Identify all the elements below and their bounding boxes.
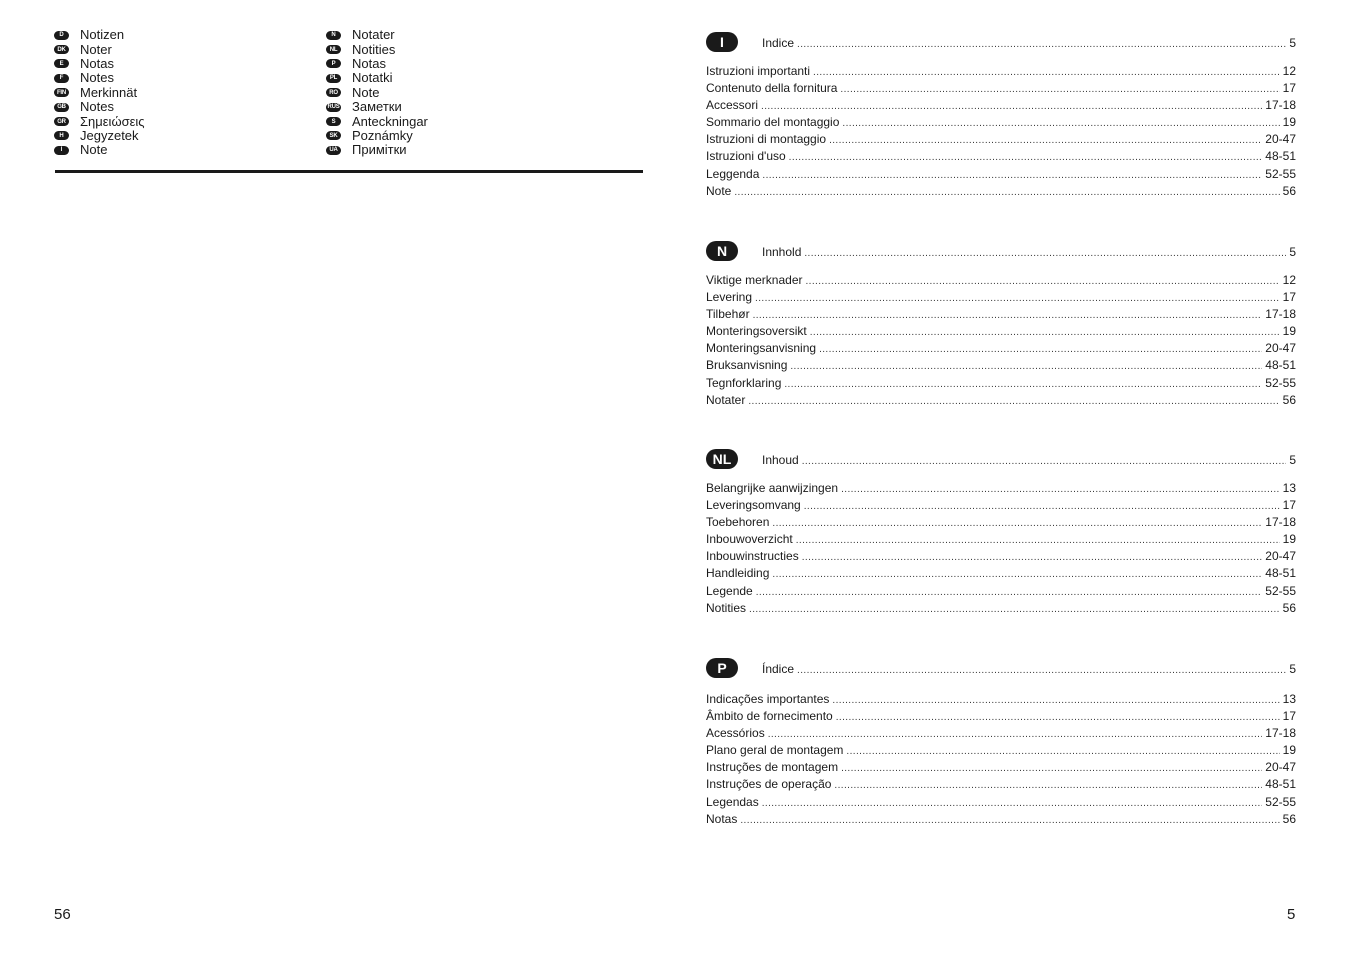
toc-page-number: 52-55 xyxy=(1265,583,1296,598)
toc-heading-label: Innhold xyxy=(762,245,802,259)
toc-page-number: 56 xyxy=(1282,811,1296,826)
notes-label: Jegyzetek xyxy=(80,127,139,143)
toc-page-number: 52-55 xyxy=(1265,166,1296,181)
dot-leader xyxy=(755,292,1280,306)
notes-language-row xyxy=(326,71,586,85)
dot-leader xyxy=(784,378,1262,392)
dot-leader xyxy=(834,779,1262,793)
toc-page-number: 19 xyxy=(1282,532,1296,547)
toc-page-number: 48-51 xyxy=(1265,358,1296,373)
notes-label: Anteckningar xyxy=(352,113,428,129)
toc-heading-label: Indice xyxy=(762,36,795,50)
notes-label: Заметки xyxy=(352,99,402,115)
toc-entry-label: Istruzioni d'uso xyxy=(706,149,786,164)
toc-page-number: 48-51 xyxy=(1265,566,1296,581)
language-badge: NL xyxy=(706,449,738,469)
toc-page-number: 52-55 xyxy=(1265,375,1296,390)
notes-language-row xyxy=(326,42,586,56)
toc-heading-label: Inhoud xyxy=(762,453,799,467)
dot-leader xyxy=(772,568,1262,582)
dot-leader xyxy=(804,500,1280,514)
toc-heading-line xyxy=(762,245,1296,259)
toc-entry-label: Indicações importantes xyxy=(706,692,830,706)
dot-leader xyxy=(797,38,1286,52)
toc-entry xyxy=(706,566,1296,580)
toc-entries xyxy=(706,692,1296,829)
dot-leader xyxy=(832,694,1279,708)
toc-entry-label: Sommario del montaggio xyxy=(706,115,840,130)
notes-label: Notater xyxy=(352,27,395,43)
toc-entry xyxy=(706,777,1296,791)
toc-entry-label: Toebehoren xyxy=(706,515,770,530)
toc-entry xyxy=(706,115,1296,129)
dot-leader xyxy=(790,360,1262,374)
toc-entry-label: Tilbehør xyxy=(706,307,750,322)
dot-leader xyxy=(846,745,1279,759)
notes-language-row xyxy=(326,129,586,143)
notes-label: Примітки xyxy=(352,142,407,158)
toc-entry xyxy=(706,692,1296,706)
dot-leader xyxy=(819,343,1262,357)
notes-label: Notas xyxy=(352,55,386,71)
toc-page-number: 17-18 xyxy=(1265,515,1296,530)
toc-entry xyxy=(706,743,1296,757)
toc-entry xyxy=(706,290,1296,304)
notes-language-row xyxy=(326,57,586,71)
toc-entry xyxy=(706,498,1296,512)
language-code-badge: GB xyxy=(54,103,69,112)
notes-language-row xyxy=(54,129,314,143)
toc-entry-label: Istruzioni importanti xyxy=(706,64,811,78)
toc-section-header xyxy=(706,32,1296,54)
toc-page-number: 17 xyxy=(1282,290,1296,305)
toc-page-number: 17 xyxy=(1282,81,1296,96)
language-code-badge: GR xyxy=(54,117,69,126)
toc-entry-label: Bruksanvisning xyxy=(706,358,788,373)
language-code-badge: DK xyxy=(54,45,69,54)
right-page xyxy=(675,0,1351,954)
notes-language-row xyxy=(326,114,586,128)
dot-leader xyxy=(806,275,1280,289)
toc-entry-label: Levering xyxy=(706,290,753,305)
language-badge: N xyxy=(706,241,738,261)
toc-entry xyxy=(706,132,1296,146)
notes-language-row xyxy=(326,143,586,157)
dot-leader xyxy=(796,534,1280,548)
toc-entry xyxy=(706,481,1296,495)
page-number-right: 5 xyxy=(1287,906,1296,923)
notes-label: Poznámky xyxy=(352,127,413,143)
toc-page-number: 20-47 xyxy=(1265,760,1296,775)
toc-entry xyxy=(706,341,1296,355)
dot-leader xyxy=(768,728,1263,742)
notes-label: Notatki xyxy=(352,70,393,86)
toc-entry xyxy=(706,726,1296,740)
language-code-badge: PL xyxy=(326,74,341,83)
toc-entry-label: Viktige merknader xyxy=(706,273,803,287)
toc-page-number: 48-51 xyxy=(1265,777,1296,792)
language-code-badge: S xyxy=(326,117,341,126)
toc-page-number: 5 xyxy=(1289,36,1296,50)
toc-entry xyxy=(706,393,1296,407)
dot-leader xyxy=(802,455,1287,469)
dot-leader xyxy=(829,134,1262,148)
toc-entry xyxy=(706,709,1296,723)
toc-entry xyxy=(706,81,1296,95)
toc-section xyxy=(706,658,1296,826)
toc-page-number: 56 xyxy=(1282,392,1296,407)
toc-entry xyxy=(706,64,1296,78)
dot-leader xyxy=(772,517,1262,531)
notes-language-row xyxy=(326,86,586,100)
notes-language-row xyxy=(54,28,314,42)
language-code-badge: F xyxy=(54,74,69,83)
toc-section xyxy=(706,449,1296,615)
notes-label: Note xyxy=(80,142,108,158)
toc-entry xyxy=(706,358,1296,372)
dot-leader xyxy=(756,586,1263,600)
language-code-badge: D xyxy=(54,31,69,40)
toc-page-number: 19 xyxy=(1282,743,1296,758)
toc-entry-label: Plano geral de montagem xyxy=(706,743,844,758)
toc-page-number: 20-47 xyxy=(1265,132,1296,147)
dot-leader xyxy=(748,395,1279,409)
toc-entry xyxy=(706,812,1296,826)
toc-page-number: 48-51 xyxy=(1265,149,1296,164)
language-badge: I xyxy=(706,32,738,52)
toc-entry-label: Monteringsanvisning xyxy=(706,341,817,356)
dot-leader xyxy=(842,117,1279,131)
toc-entry-label: Handleiding xyxy=(706,566,770,581)
toc-heading-line xyxy=(762,453,1296,467)
toc-page-number: 52-55 xyxy=(1265,794,1296,809)
toc-page-number: 20-47 xyxy=(1265,549,1296,564)
toc-entry-label: Inbouwoverzicht xyxy=(706,532,793,547)
toc-page-number: 12 xyxy=(1282,64,1296,78)
toc-entry-label: Belangrijke aanwijzingen xyxy=(706,481,839,495)
toc-page-number: 17-18 xyxy=(1265,307,1296,322)
toc-entry-label: Leveringsomvang xyxy=(706,498,801,513)
toc-section-header xyxy=(706,241,1296,263)
notes-label: Notas xyxy=(80,55,114,71)
toc-page-number: 17 xyxy=(1282,709,1296,724)
toc-page-number: 19 xyxy=(1282,324,1296,339)
toc-page-number: 17-18 xyxy=(1265,726,1296,741)
language-code-badge: E xyxy=(54,59,69,68)
notes-language-row xyxy=(54,42,314,56)
dot-leader xyxy=(810,326,1280,340)
toc-entry xyxy=(706,584,1296,598)
dot-leader xyxy=(813,66,1280,80)
toc-entry xyxy=(706,98,1296,112)
toc-entry-label: Instruções de montagem xyxy=(706,760,839,775)
language-code-badge: FIN xyxy=(54,88,69,97)
dot-leader xyxy=(804,247,1286,261)
toc-entry-label: Âmbito de fornecimento xyxy=(706,709,833,724)
toc-entry-label: Accessori xyxy=(706,98,759,113)
dot-leader xyxy=(836,711,1280,725)
toc-page-number: 56 xyxy=(1282,600,1296,615)
language-code-badge: P xyxy=(326,59,341,68)
toc-entry xyxy=(706,273,1296,287)
toc-entries xyxy=(706,481,1296,618)
dot-leader xyxy=(841,762,1262,776)
toc-entry xyxy=(706,515,1296,529)
notes-language-list-2 xyxy=(326,28,586,158)
toc-entry-label: Notas xyxy=(706,811,738,826)
dot-leader xyxy=(841,483,1280,497)
dot-leader xyxy=(797,664,1286,678)
toc-page-number: 5 xyxy=(1289,453,1296,467)
notes-language-row xyxy=(54,114,314,128)
toc-entry-label: Monteringsoversikt xyxy=(706,324,807,339)
notes-language-row xyxy=(54,57,314,71)
toc-section-header xyxy=(706,449,1296,471)
toc-entry-label: Notater xyxy=(706,392,746,407)
toc-entry xyxy=(706,149,1296,163)
notes-language-row xyxy=(326,28,586,42)
notes-language-row xyxy=(54,86,314,100)
language-code-badge: RUS xyxy=(327,104,340,111)
notes-label: Σημειώσεις xyxy=(80,113,145,129)
dot-leader xyxy=(762,797,1263,811)
toc-entry xyxy=(706,549,1296,563)
toc-page-number: 56 xyxy=(1282,183,1296,198)
toc-entry xyxy=(706,184,1296,198)
toc-entry-label: Inbouwinstructies xyxy=(706,549,799,564)
toc-entry-label: Instruções de operação xyxy=(706,777,832,792)
toc-entry-label: Notities xyxy=(706,600,747,615)
toc-entries xyxy=(706,64,1296,201)
toc-page-number: 17-18 xyxy=(1265,98,1296,113)
notes-label: Notities xyxy=(352,41,396,57)
toc-entry-label: Legende xyxy=(706,583,753,598)
toc-entry xyxy=(706,324,1296,338)
toc-entry xyxy=(706,601,1296,615)
toc-page-number: 20-47 xyxy=(1265,341,1296,356)
toc-entries xyxy=(706,273,1296,410)
horizontal-rule xyxy=(55,170,643,173)
dot-leader xyxy=(789,151,1263,165)
dot-leader xyxy=(749,603,1280,617)
toc-heading-label: Índice xyxy=(762,662,795,676)
toc-page-number: 17 xyxy=(1282,498,1296,513)
dot-leader xyxy=(734,186,1279,200)
notes-label: Merkinnät xyxy=(80,84,138,100)
toc-page-number: 19 xyxy=(1282,115,1296,130)
language-code-badge: NL xyxy=(326,45,341,54)
notes-label: Noter xyxy=(80,41,112,57)
dot-leader xyxy=(840,83,1279,97)
left-page xyxy=(0,0,675,954)
notes-language-row xyxy=(54,100,314,114)
toc-page-number: 5 xyxy=(1289,245,1296,259)
language-code-badge: N xyxy=(326,31,341,40)
notes-label: Notes xyxy=(80,99,114,115)
toc-entry-label: Legendas xyxy=(706,794,759,809)
toc-page-number: 12 xyxy=(1282,273,1296,287)
dot-leader xyxy=(762,169,1262,183)
notes-language-row xyxy=(326,100,586,114)
language-code-badge: H xyxy=(54,131,69,140)
toc-entry xyxy=(706,167,1296,181)
notes-language-row xyxy=(54,71,314,85)
toc-entry-label: Contenuto della fornitura xyxy=(706,81,838,96)
toc-entry-label: Acessórios xyxy=(706,726,765,741)
toc-heading-line xyxy=(762,662,1296,676)
language-code-badge: I xyxy=(54,146,69,155)
toc-entry xyxy=(706,376,1296,390)
dot-leader xyxy=(753,309,1263,323)
toc-entry xyxy=(706,307,1296,321)
notes-label: Note xyxy=(352,84,380,100)
toc-section xyxy=(706,241,1296,407)
toc-page-number: 5 xyxy=(1289,662,1296,676)
toc-section xyxy=(706,32,1296,198)
dot-leader xyxy=(761,100,1262,114)
toc-entry-label: Note xyxy=(706,183,732,198)
toc-entry-label: Istruzioni di montaggio xyxy=(706,132,827,147)
toc-heading-line xyxy=(762,36,1296,50)
notes-language-row xyxy=(54,143,314,157)
toc-entry-label: Tegnforklaring xyxy=(706,375,782,390)
notes-language-list-1 xyxy=(54,28,314,158)
toc-entry xyxy=(706,532,1296,546)
toc-entry xyxy=(706,795,1296,809)
language-code-badge: RO xyxy=(326,88,341,97)
toc-page-number: 13 xyxy=(1282,481,1296,495)
dot-leader xyxy=(740,814,1279,828)
dot-leader xyxy=(802,551,1263,565)
notes-label: Notes xyxy=(80,70,114,86)
language-code-badge: UA xyxy=(326,146,341,155)
language-badge: P xyxy=(706,658,738,678)
toc-page-number: 13 xyxy=(1282,692,1296,706)
page-number-left: 56 xyxy=(54,906,71,923)
toc-entry xyxy=(706,760,1296,774)
language-code-badge: SK xyxy=(326,131,341,140)
notes-label: Notizen xyxy=(80,27,125,43)
toc-entry-label: Leggenda xyxy=(706,166,760,181)
toc-section-header xyxy=(706,658,1296,680)
